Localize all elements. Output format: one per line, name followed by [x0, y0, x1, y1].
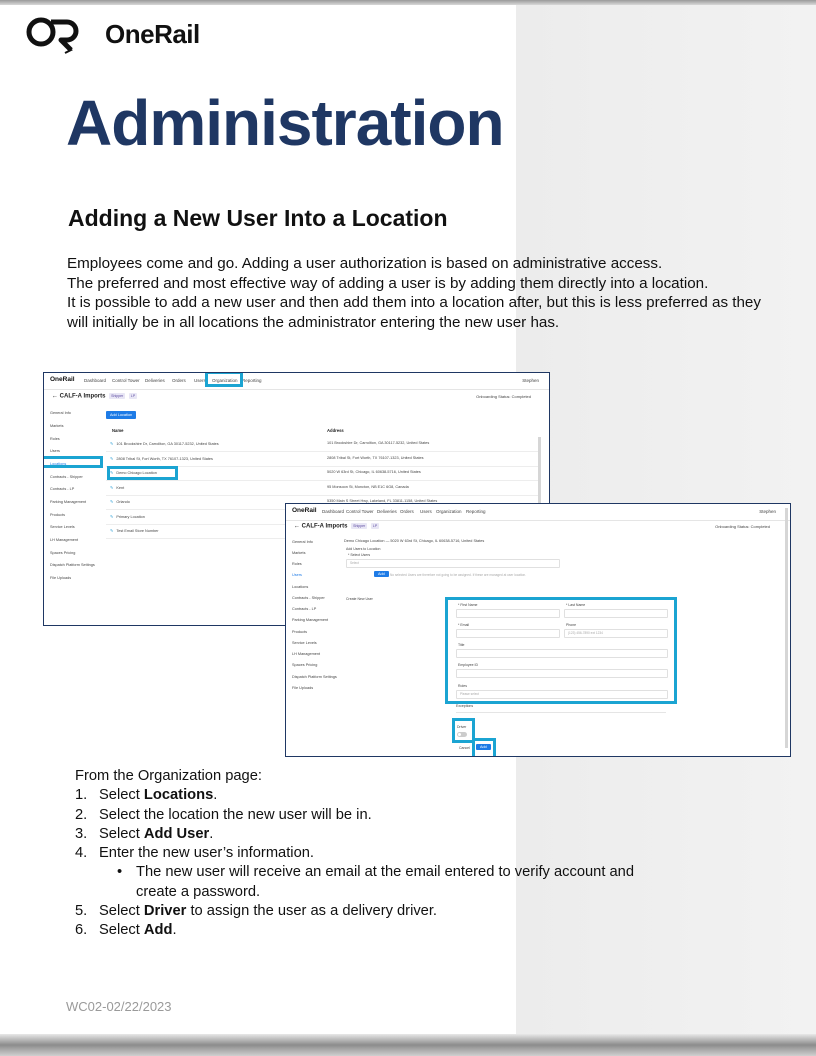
step-item	[75, 921, 755, 940]
org-name: CALF-A Imports	[59, 393, 106, 400]
add-users-button[interactable]: Add	[374, 571, 389, 577]
add-user-screenshot	[285, 503, 791, 757]
select-placeholder: Select	[350, 561, 359, 565]
location-name: 2808 Tribal St, Fort Worth, TX 76107-1323, United States	[116, 457, 213, 461]
nav-deliveries[interactable]: Deliveries	[145, 378, 165, 383]
org-header	[52, 393, 137, 400]
location-address: 5350 Main S Street Hwy, Lakeland, FL 33811-1158, United States	[327, 499, 438, 503]
sidebar-item-parking-management[interactable]: Parking Management	[50, 500, 87, 504]
user-menu[interactable]: Stephen	[522, 378, 539, 383]
step-text: .	[209, 825, 214, 842]
onerail-logo	[25, 14, 200, 54]
location-name: Test Email Store Number	[116, 529, 159, 533]
sidebar-item-lh-management[interactable]: LH Management	[292, 652, 321, 656]
nav-control-tower[interactable]: Control Tower	[112, 378, 140, 383]
document-code: WC02-02/22/2023	[66, 999, 172, 1014]
highlight-demo-chicago	[107, 466, 178, 480]
nav-organization[interactable]: Organization	[436, 509, 462, 514]
intro-text	[67, 254, 767, 332]
bullet-icon: •	[117, 864, 123, 881]
driver-label: Driver	[457, 725, 467, 729]
step-text: Select	[99, 903, 144, 920]
pin-icon: ✎	[110, 499, 114, 504]
scrollbar[interactable]	[785, 508, 788, 748]
step-item	[75, 806, 755, 825]
nav-reporting[interactable]: Reporting	[242, 378, 262, 383]
step-item	[75, 844, 755, 863]
step-number: 1.	[75, 787, 88, 804]
sidebar-item-dispatch-platform-settings[interactable]: Dispatch Platform Settings	[50, 563, 95, 567]
intro-paragraph: Employees come and go. Adding a user authorization is based on administrative access.	[67, 255, 663, 272]
sidebar-item-contracts-lp[interactable]: Contracts - LP	[50, 487, 75, 491]
step-bold: Driver	[143, 903, 187, 920]
select-users-label: * Select Users	[348, 553, 371, 557]
step-number: 6.	[75, 922, 88, 939]
pin-icon: ✎	[110, 514, 114, 519]
step-bold: Add	[143, 922, 173, 939]
location-name: 101 Brookshire Dr, Carrollton, GA 30117-5232, United States	[116, 442, 219, 446]
nav-orders[interactable]: Orders	[400, 509, 414, 514]
roles-label: Roles	[458, 684, 467, 688]
pin-icon: ✎	[110, 441, 114, 446]
location-address: 101 Brookshire Dr, Carrollton, GA 30117-5232, United States	[327, 441, 430, 445]
onboarding-status: Onboarding Status: Completed	[476, 394, 531, 399]
sidebar-item-markets[interactable]: Markets	[50, 424, 64, 428]
back-arrow-icon[interactable]: ←	[294, 523, 300, 530]
nav-reporting[interactable]: Reporting	[466, 509, 486, 514]
sidebar-item-service-levels[interactable]: Service Levels	[292, 641, 317, 645]
sidebar-item-general-info[interactable]: General Info	[50, 411, 71, 415]
step-number: 3.	[75, 825, 88, 842]
sidebar-item-markets[interactable]: Markets	[292, 551, 306, 555]
select-users-input[interactable]	[346, 559, 560, 568]
shipper-tag: Shipper	[111, 394, 124, 398]
location-address: 5020 W 63rd St, Chicago, IL 60638-5716, United States	[327, 470, 421, 474]
cancel-button[interactable]: Cancel	[459, 746, 470, 750]
app-logo: OneRail	[50, 376, 75, 383]
pin-icon: ✎	[110, 470, 114, 475]
create-new-user-label: Create New User	[346, 597, 373, 601]
location-name: Orlando	[116, 500, 130, 504]
pin-icon: ✎	[110, 528, 114, 533]
sub-bullet-line: The new user will receive an email at the email entered to verify account and	[136, 864, 634, 881]
bottom-border	[0, 1034, 816, 1056]
first-name-label: * First Name	[458, 603, 478, 607]
location-name: Primary Location	[116, 515, 145, 519]
step-bold: Add User	[143, 825, 210, 842]
nav-users[interactable]: Users	[194, 378, 206, 383]
app-logo: OneRail	[292, 507, 317, 514]
sidebar-item-roles[interactable]: Roles	[292, 562, 302, 566]
last-name-label: * Last Name	[566, 603, 586, 607]
sidebar-item-spaces-pricing[interactable]: Spaces Pricing	[50, 551, 76, 555]
location-address: 2808 Tribal St, Fort Worth, TX 76107-1323, United States	[327, 456, 424, 460]
step-bold: Locations	[143, 787, 214, 804]
location-address: 95 Monsoon St, Moncton, NB E1C 6G8, Canada	[327, 485, 409, 489]
org-header	[294, 523, 379, 530]
intro-paragraph: It is possible to add a new user and then add them into a location after, but this is less preferred as they will initially be in all locations the administrator entering the new user has.	[67, 294, 761, 331]
location-header: Demo Chicago Location — 5020 W 63rd St, Chicago, IL 60638-5716, United States	[344, 539, 485, 543]
step-text: .	[213, 787, 218, 804]
location-name: Kent	[116, 486, 125, 490]
sidebar-item-contracts-shipper[interactable]: Contracts - Shipper	[292, 596, 325, 600]
nav-control-tower[interactable]: Control Tower	[346, 509, 374, 514]
top-border	[0, 0, 816, 5]
onerail-logo-icon	[25, 14, 101, 54]
step-number: 5.	[75, 903, 88, 920]
step-number: 4.	[75, 845, 88, 862]
step-text: Select	[99, 825, 144, 842]
sidebar-item-products[interactable]: Products	[50, 513, 65, 517]
step-text: .	[172, 922, 177, 939]
back-arrow-icon[interactable]: ←	[52, 393, 58, 400]
hint-text: No selected Users are therefore not going to be assigned. If these are managed at user location.	[390, 573, 527, 577]
highlight-organization	[205, 372, 243, 387]
sidebar-item-contracts-lp[interactable]: Contracts - LP	[292, 607, 317, 611]
add-location-button[interactable]: Add Location	[106, 411, 136, 419]
nav-dashboard[interactable]: Dashboard	[84, 378, 107, 383]
app-navbar	[44, 373, 549, 390]
pin-icon: ✎	[110, 485, 114, 490]
sidebar-item-file-uploads[interactable]: File Uploads	[50, 576, 72, 580]
step-text: Select	[99, 922, 144, 939]
steps-section	[75, 767, 755, 941]
step-item	[75, 786, 755, 805]
section-subtitle: Adding a New User Into a Location	[68, 205, 448, 231]
table-row[interactable]	[106, 481, 539, 496]
sidebar-item-users[interactable]: Users	[292, 573, 302, 577]
title-label: Title	[458, 643, 465, 647]
sidebar-item-contracts-shipper[interactable]: Contracts - Shipper	[50, 475, 83, 479]
org-name: CALF-A Imports	[301, 523, 348, 530]
employee-id-label: Employee ID	[458, 663, 479, 667]
steps-list	[75, 786, 755, 940]
sidebar-item-users[interactable]: Users	[50, 449, 60, 453]
sidebar-item-general-info[interactable]: General Info	[292, 540, 313, 544]
sidebar-item-spaces-pricing[interactable]: Spaces Pricing	[292, 663, 318, 667]
exceptions-label: Exceptions	[456, 704, 474, 708]
sidebar-item-products[interactable]: Products	[292, 630, 307, 634]
lp-tag: LP	[372, 524, 378, 528]
column-header-address: Address	[327, 428, 344, 433]
nav-deliveries[interactable]: Deliveries	[377, 509, 397, 514]
divider	[456, 712, 666, 713]
step-text: Select	[99, 787, 144, 804]
step-number: 2.	[75, 806, 88, 823]
highlight-add	[472, 738, 496, 757]
highlight-locations	[43, 456, 103, 468]
user-menu[interactable]: Stephen	[759, 509, 776, 514]
email-label: * Email	[458, 623, 470, 627]
sub-bullet-line: create a password.	[136, 883, 261, 900]
sidebar-item-locations[interactable]: Locations	[292, 585, 309, 589]
sidebar-item-file-uploads[interactable]: File Uploads	[292, 686, 314, 690]
intro-paragraph: The preferred and most effective way of adding a user is by adding them directly into a location.	[67, 274, 709, 292]
pin-icon: ✎	[110, 456, 114, 461]
sidebar-item-roles[interactable]: Roles	[50, 437, 60, 441]
table-row[interactable]	[106, 437, 539, 452]
sidebar-item-service-levels[interactable]: Service Levels	[50, 525, 75, 529]
shipper-tag: Shipper	[353, 524, 366, 528]
step-item	[75, 825, 755, 844]
sidebar-item-parking-management[interactable]: Parking Management	[292, 618, 329, 622]
nav-organization[interactable]: Organization	[212, 378, 238, 383]
sidebar-item-dispatch-platform-settings[interactable]: Dispatch Platform Settings	[292, 675, 337, 679]
step-text: to assign the user as a delivery driver.	[186, 903, 438, 920]
column-header-name: Name	[112, 428, 124, 433]
sidebar-item-locations[interactable]: Locations	[50, 462, 67, 466]
app-navbar	[286, 504, 790, 521]
onboarding-status: Onboarding Status: Completed	[715, 524, 770, 529]
step-text: Enter the new user’s information.	[99, 845, 314, 862]
step-text: Select the location the new user will be in.	[99, 806, 372, 823]
sub-bullet-item	[75, 863, 755, 902]
step-item	[75, 902, 755, 921]
phone-label: Phone	[566, 623, 577, 627]
table-row[interactable]	[106, 452, 539, 467]
location-name: Demo Chicago Location	[116, 471, 157, 475]
phone-placeholder: (123) 456-7890 ext 1234	[568, 631, 603, 635]
add-users-label: Add Users to Location	[346, 547, 381, 551]
nav-orders[interactable]: Orders	[172, 378, 186, 383]
roles-placeholder: Please select	[460, 692, 479, 696]
page-title: Administration	[66, 87, 504, 159]
add-button[interactable]: Add	[476, 744, 491, 750]
highlight-user-form	[445, 597, 677, 704]
logo-text: OneRail	[105, 18, 200, 49]
sidebar-item-lh-management[interactable]: LH Management	[50, 538, 79, 542]
lp-tag: LP	[130, 394, 136, 398]
steps-lead: From the Organization page:	[75, 768, 262, 784]
nav-dashboard[interactable]: Dashboard	[322, 509, 345, 514]
nav-users[interactable]: Users	[420, 509, 432, 514]
